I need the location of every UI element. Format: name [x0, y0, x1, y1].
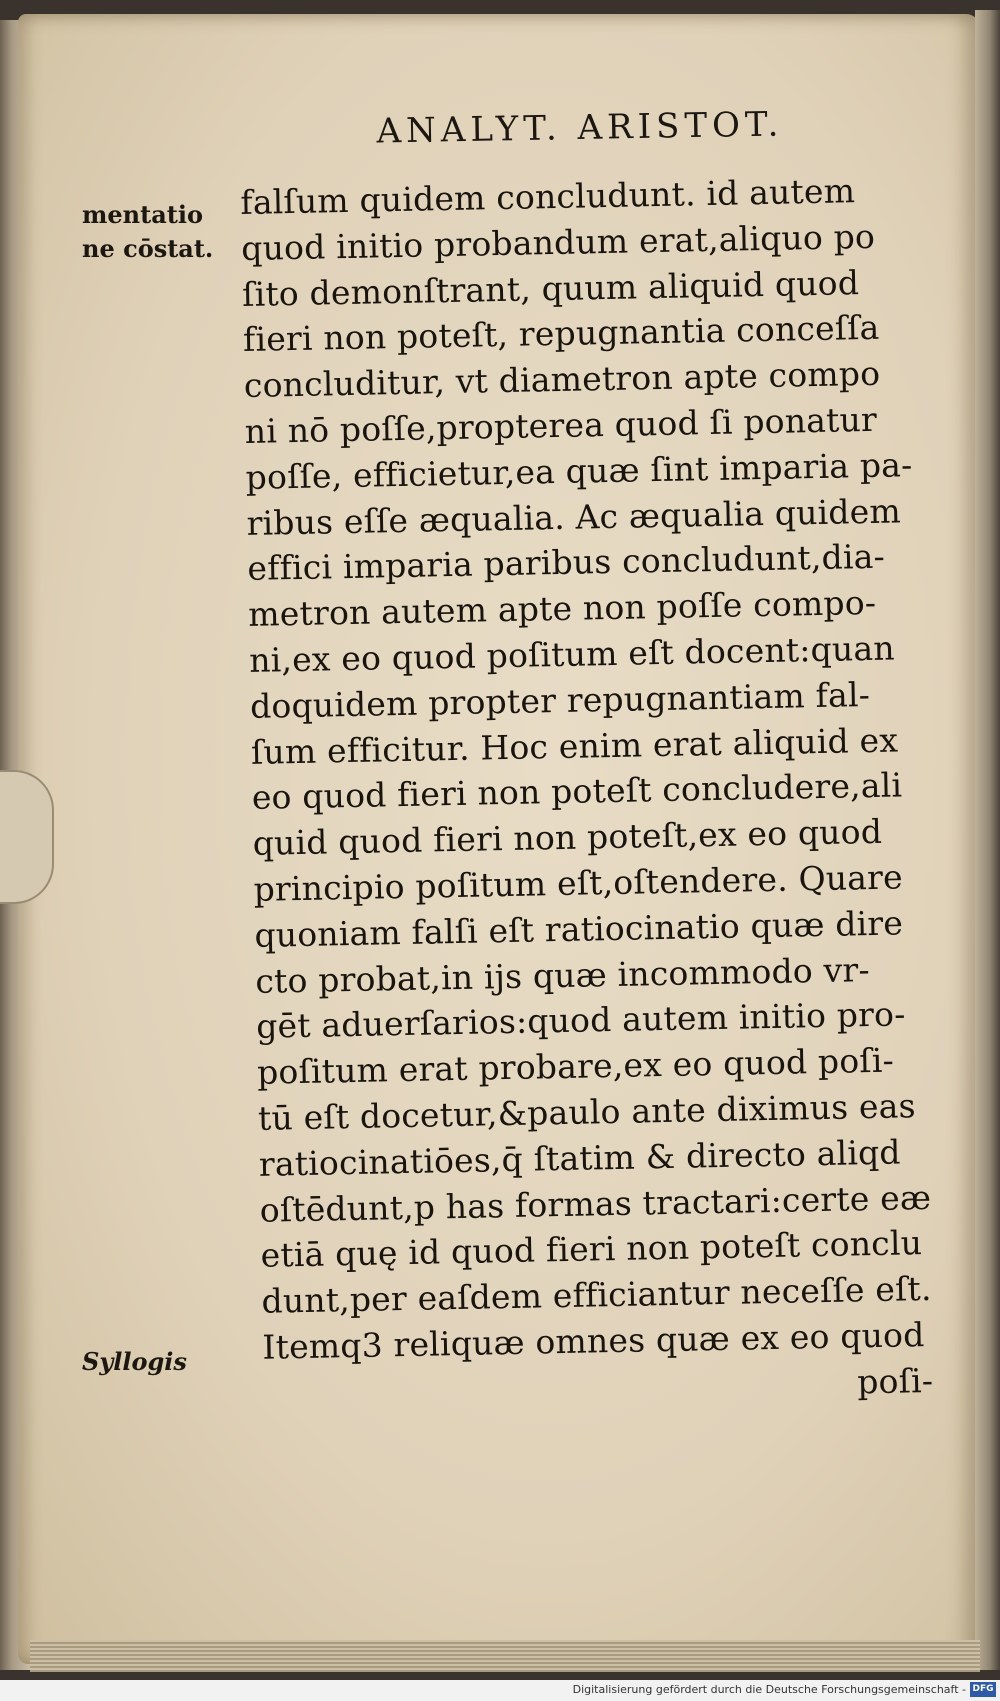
marginal-note-bottom: Syllogis [82, 1347, 187, 1376]
page-stack-bottom [30, 1640, 980, 1672]
text-line: effici imparia paribus concludunt,dia- [247, 537, 886, 589]
text-line: poſſe, efficietur,ea quæ ſint imparia pa- [245, 444, 913, 497]
text-line: metron autem apte non poſſe compo- [247, 583, 877, 635]
footer-bar [0, 1680, 1000, 1701]
text-line: falſum quidem concludunt. id autem [240, 171, 856, 222]
running-title: ANALYT. ARISTOT. [376, 104, 784, 152]
text-line: concluditur, vt diametron apte compo [243, 353, 881, 406]
text-line: ſum efficitur. Hoc enim erat aliquid ex [250, 720, 899, 772]
marginal-note-line: mentatio [82, 200, 203, 229]
text-line: Itemq3 reliquæ omnes quæ ex eo quod [262, 1314, 925, 1367]
text-line: ſito demonſtrant, quum aliquid quod [241, 262, 860, 314]
text-line: ribus eſſe æqualia. Ac æqualia quidem [246, 490, 902, 543]
text-line: etiā quę id quod fieri non poteſt conclu [260, 1223, 923, 1276]
funding-credit: Digitalisierung gefördert durch die Deutsche Forschungsgemeinschaft - [572, 1683, 966, 1696]
text-line: dunt,per eaſdem efficiantur neceſſe eſt. [261, 1269, 932, 1321]
text-line: oſtēdunt,p has formas tractari:certe eæ [259, 1177, 932, 1230]
text-line: ni nō poſſe,propterea quod ſi ponatur [244, 399, 878, 451]
marginal-note-line: ne cōstat. [82, 234, 214, 263]
text-line: gēt aduerſarios:quod autem initio pro- [255, 994, 906, 1047]
page-edge-right [975, 10, 1000, 1670]
text-line: poſitum erat probare,ex eo quod poſi- [256, 1040, 895, 1092]
text-line: cto probat,in ijs quæ incommodo vr- [255, 949, 871, 1001]
body-text [240, 167, 944, 1416]
page-tab-notch [0, 770, 54, 904]
catchword: poſi- [856, 1360, 934, 1402]
text-line: eo quod fieri non poteſt concludere,ali [251, 765, 903, 818]
dfg-logo: DFG [970, 1682, 996, 1697]
text-line: ratiocinatiōes,q̄ ſtatim & directo aliqd [258, 1132, 902, 1184]
text-line: fieri non poteſt, repugnantia conceſſa [242, 308, 880, 360]
marginal-note-top [82, 198, 222, 266]
text-line: ni,ex eo quod poſitum eſt docent:quan [248, 628, 896, 680]
text-line: doquidem propter repugnantiam fal- [249, 674, 871, 726]
text-line: quod initio probandum erat,aliquo po [240, 216, 876, 268]
text-line: quid quod fieri non poteſt,ex eo quod [252, 811, 883, 864]
text-line: quoniam falſi eſt ratiocinatio quæ dire [254, 903, 904, 955]
text-line: tū eſt docetur,&paulo ante diximus eas [257, 1086, 917, 1138]
text-line: principio poſitum eſt,oſtendere. Quare [253, 857, 904, 909]
